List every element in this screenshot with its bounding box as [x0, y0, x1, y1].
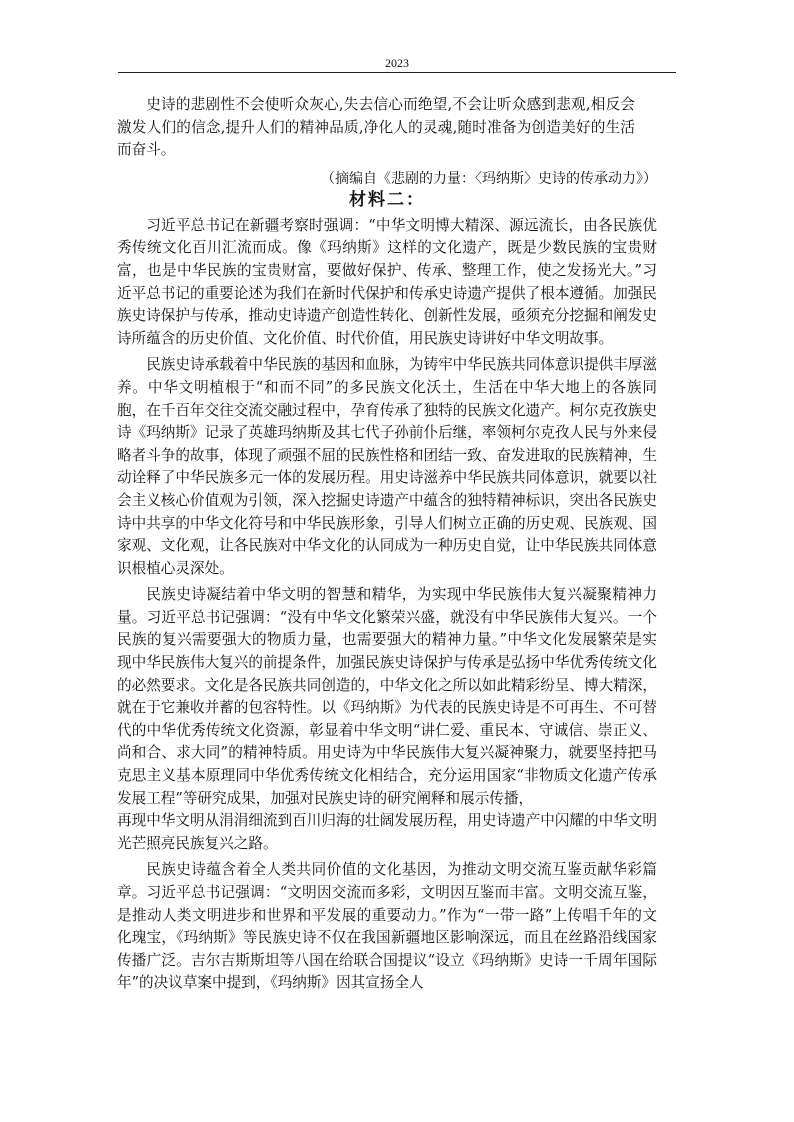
article-body: [117, 94, 657, 995]
intro-paragraph: 史诗的悲剧性不会使听众灰心,失去信心而绝望,不会让听众感到悲观,相反会激发人们的信念,提升人们的精神品质,净化人的灵魂,随时准备为创造美好的生活而奋斗。: [117, 96, 635, 159]
paragraph-3: 民族史诗凝结着中华文明的智慧和精华，为实现中华民族伟大复兴凝聚精神力量。习近平总书记强调：“没有中华文化繁荣兴盛，就没有中华民族伟大复兴。一个民族的复兴需要强大的物质力量，也需要强大的精神力量。”中华文化发展繁荣是实现中华民族伟大复兴的前提条件，加强民族史诗保护与传承是弘扬中华优秀传统文化的必然要求。文化是各民族共同创造的，中华文化之所以如此精彩纷呈、博大精深，就在于它兼收并蓄的包容特性。以《玛纳斯》为代表的民族史诗是不可再生、不可替代的中华优秀传统文化资源，彰显着中华文明“讲仁爱、重民本、守诚信、崇正义、尚和合、求大同”的精神特质。用史诗为中华民族伟大复兴凝神聚力，就要坚持把马克思主义基本原理同中华优秀传统文化相结合，充分运用国家“非物质文化遗产传承发展工程”等研究成果，加强对民族史诗的研究阐释和展示传播，: [117, 586, 657, 807]
paragraph-2: 民族史诗承载着中华民族的基因和血脉，为铸牢中华民族共同体意识提供丰厚滋养。中华文明植根于“和而不同”的多民族文化沃土，生活在中华大地上的各族同胞，在千百年交往交流交融过程中，孕育传承了独特的民族文化遗产。柯尔克孜族史诗《玛纳斯》记录了英雄玛纳斯及其七代子孙前仆后继，率领柯尔克孜人民与外来侵略者斗争的故事，体现了顽强不屈的民族性格和团结一致、奋发进取的民族精神，生动诠释了中华民族多元一体的发展历程。用史诗滋养中华民族共同体意识，就要以社会主义核心价值观为引领，深入挖掘史诗遗产中蕴含的独特精神标识，突出各民族史诗中共享的中华文化符号和中华民族形象，引导人们树立正确的历史观、民族观、国家观、文化观，让各民族对中华文化的认同成为一种历史自觉，让中华民族共同体意识根植心灵深处。: [117, 356, 657, 577]
paragraph-4: 民族史诗蕴含着全人类共同价值的文化基因，为推动文明交流互鉴贡献华彩篇章。习近平总书记强调：“文明因交流而多彩，文明因互鉴而丰富。文明交流互鉴，是推动人类文明进步和世界和平发展的重要动力。”作为“一带一路”上传唱千年的文化瑰宝，《玛纳斯》等民族史诗不仅在我国新疆地区影响深远，而且在丝路沿线国家传播广泛。吉尔吉斯斯坦等八国在给联合国提议“设立《玛纳斯》史诗一千周年国际年”的决议草案中提到，《玛纳斯》因其宣扬全人: [117, 861, 657, 992]
page-header-year: 2023: [385, 56, 409, 70]
header-divider: [118, 72, 676, 73]
paragraph-1: 习近平总书记在新疆考察时强调：“中华文明博大精深、源远流长，由各民族优秀传统文化百川汇流而成。像《玛纳斯》这样的文化遗产，既是少数民族的宝贵财富，也是中华民族的宝贵财富，要做好保护、传承、整理工作，使之发扬光大。”习近平总书记的重要论述为我们在新时代保护和传承史诗遗产提供了根本遵循。加强民族史诗保护与传承，推动史诗遗产创造性转化、创新性发展，亟须充分挖掘和阐发史诗所蕴含的历史价值、文化价值、时代价值，用民族史诗讲好中华文明故事。: [117, 216, 657, 347]
paragraph-3-continued: 再现中华文明从涓涓细流到百川归海的壮阔发展历程，用史诗遗产中闪耀的中华文明光芒照亮民族复兴之路。: [117, 812, 657, 852]
section-title: 材料二：: [349, 189, 425, 210]
source-note: （摘编自《悲剧的力量：〈玛纳斯〉史诗的传承动力》）: [321, 170, 657, 187]
